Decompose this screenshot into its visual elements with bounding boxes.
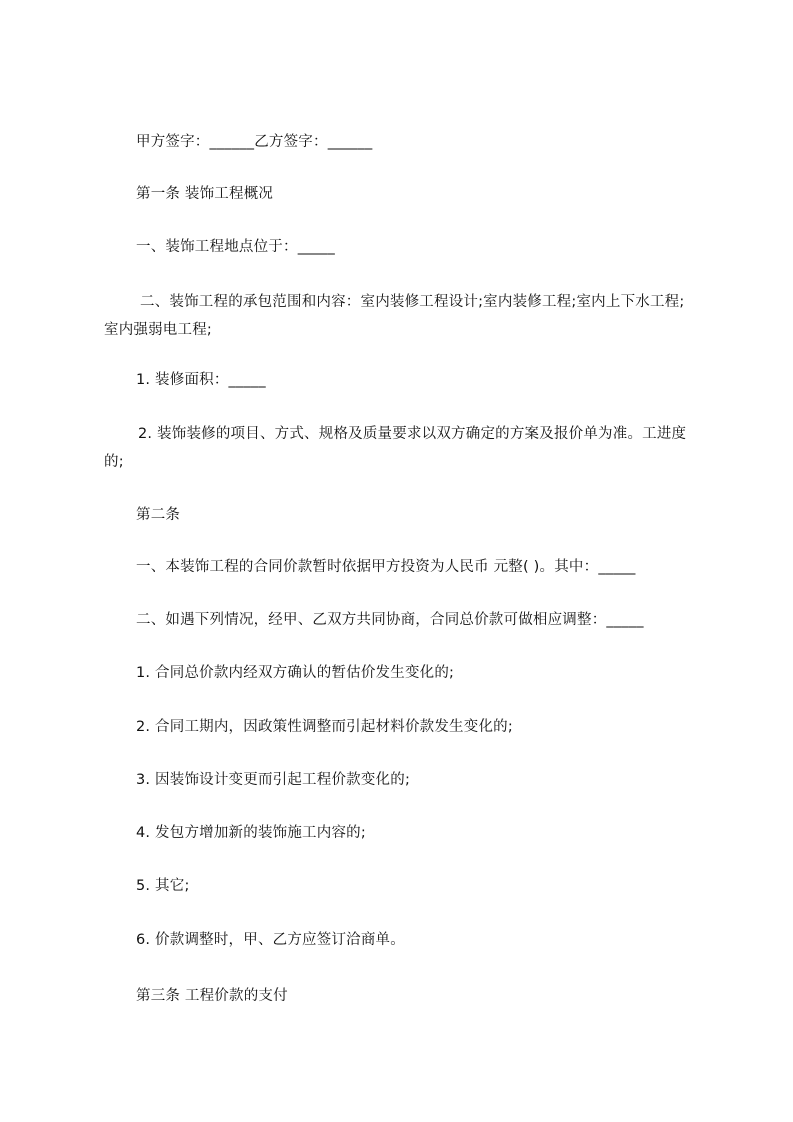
party-a-signature-blank: ______ bbox=[209, 134, 255, 150]
article-2-sub-4: 4. 发包方增加新的装饰施工内容的; bbox=[136, 825, 366, 841]
article-1-item-1: 一、装饰工程地点位于：_____ bbox=[136, 239, 335, 255]
article-2-sub-1: 1. 合同总价款内经双方确认的暂估价发生变化的; bbox=[136, 665, 455, 681]
party-a-signature-label: 甲方签字： bbox=[136, 134, 210, 150]
article-1-item-2: 二、装饰工程的承包范围和内容：室内装修工程设计;室内装修工程;室内上下水工程;室内强弱电工程; bbox=[104, 294, 685, 338]
article-2-sub-6: 6. 价款调整时，甲、乙方应签订洽商单。 bbox=[136, 932, 405, 948]
article-1-sub-1: 1. 装修面积：_____ bbox=[136, 372, 266, 388]
party-b-signature-blank: ______ bbox=[327, 134, 373, 150]
article-2-sub-3: 3. 因装饰设计变更而引起工程价款变化的; bbox=[136, 772, 411, 788]
article-1-sub-2: 2. 装饰装修的项目、方式、规格及质量要求以双方确定的方案及报价单为准。工进度的; bbox=[104, 426, 687, 470]
article-3-heading: 第三条 工程价款的支付 bbox=[136, 988, 288, 1004]
party-b-signature-label: 乙方签字： bbox=[254, 134, 328, 150]
article-2-item-2: 二、如遇下列情况，经甲、乙双方共同协商，合同总价款可做相应调整：_____ bbox=[136, 612, 644, 628]
article-2-item-1: 一、本装饰工程的合同价款暂时依据甲方投资为人民币 元整( )。其中：_____ bbox=[136, 559, 636, 575]
article-2-sub-2: 2. 合同工期内，因政策性调整而引起材料价款发生变化的; bbox=[136, 719, 513, 735]
article-2-heading: 第二条 bbox=[136, 507, 181, 523]
signature-line bbox=[136, 130, 372, 154]
article-2-sub-5: 5. 其它; bbox=[136, 878, 190, 894]
article-1-heading: 第一条 装饰工程概况 bbox=[136, 186, 274, 202]
